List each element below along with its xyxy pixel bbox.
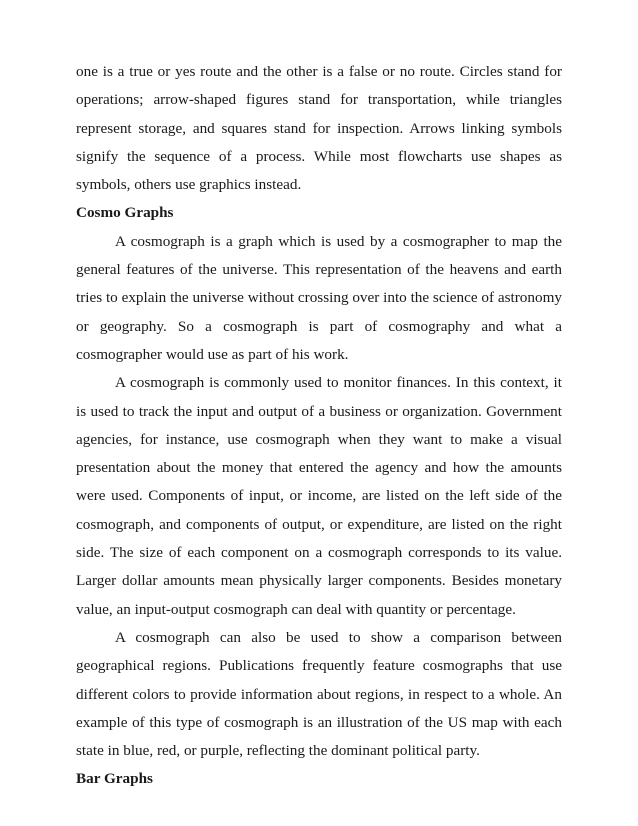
- paragraph-flowchart-continuation: one is a true or yes route and the other is a false or no route. Circles stand for operations; arrow-shaped figures stand for transportation, while triangles represent storage, and squares stand for inspection. Arrows linking symbols signify the sequence of a process. While most flowcharts use shapes as symbols, others use graphics instead.: [76, 63, 562, 194]
- paragraph-cosmograph-finances: A cosmograph is commonly used to monitor finances. In this context, it is used to track the input and output of a business or organization. Government agencies, for instance, use cosmograph when they want to make a visual presentation about the money that entered the agency and how the amounts were used. Components of input, or income, are listed on the left side of the cosmograph, and components of output, or expenditure, are listed on the right side. The size of each component on a cosmograph corresponds to its value. Larger dollar amounts mean physically larger components. Besides monetary value, an input-output cosmograph can deal with quantity or percentage.: [76, 374, 562, 618]
- heading-bar-graphs: Bar Graphs: [76, 770, 153, 788]
- paragraph-cosmograph-regions: A cosmograph can also be used to show a comparison between geographical regions. Publications frequently feature cosmographs that use different colors to provide information about regions, in respect to a whole. An example of this type of cosmograph is an illustration of the US map with each state in blue, red, or purple, reflecting the dominant political party.: [76, 628, 562, 760]
- paragraph-cosmograph-definition: A cosmograph is a graph which is used by a cosmographer to map the general features of the universe. This representation of the heavens and earth tries to explain the universe without crossing over into the science of astronomy or geography. So a cosmograph is part of cosmography and what a cosmographer would use as part of his work.: [76, 232, 562, 363]
- heading-cosmo-graphs: Cosmo Graphs: [76, 204, 174, 222]
- document-page: [76, 58, 562, 794]
